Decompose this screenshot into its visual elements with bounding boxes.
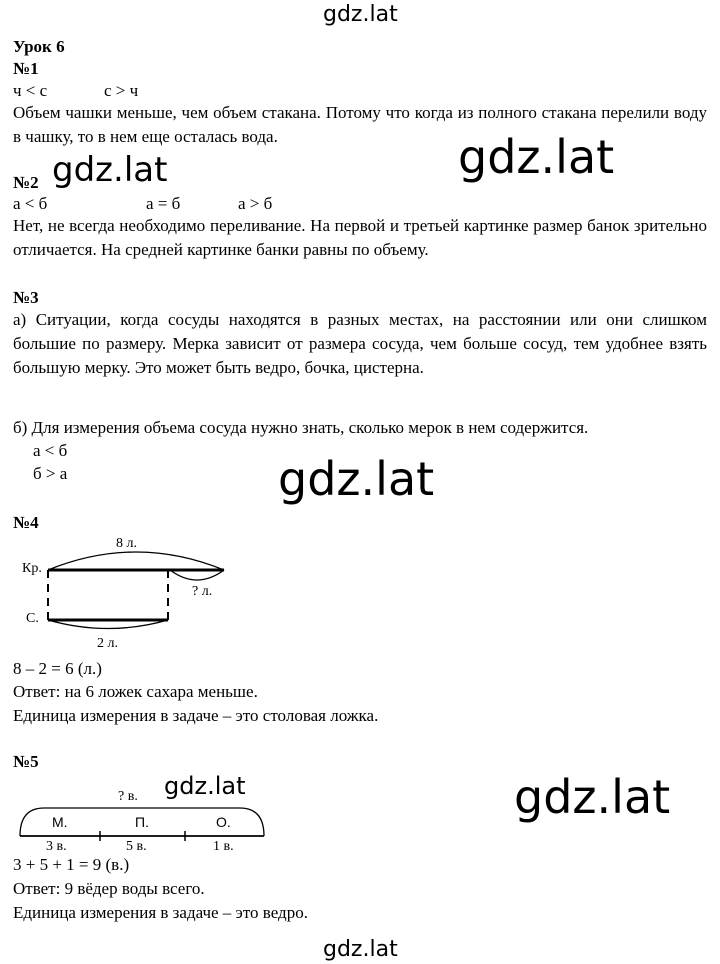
watermark-right-1: gdz.lat — [458, 130, 615, 184]
task5-segment-name-2: П. — [135, 814, 149, 830]
task4-diff-label: ? л. — [192, 584, 213, 599]
watermark-diagram5: gdz.lat — [164, 772, 246, 800]
task5-segment-value-1: 3 в. — [46, 839, 67, 854]
watermark-top: gdz.lat — [323, 2, 398, 27]
task1-text: Объем чашки меньше, чем объем стакана. Потому что когда из полного стакана перелили воду в чашку, то в нем еще осталась вода. — [13, 103, 707, 146]
task4-heading: №4 — [13, 513, 39, 532]
task5-segment-name-3: О. — [216, 814, 231, 830]
task4-row1-label: Кр. — [22, 561, 42, 576]
watermark-bottom: gdz.lat — [323, 937, 398, 962]
task1-comparison-2: с > ч — [104, 81, 139, 100]
task5-unit: Единица измерения в задаче – это ведро. — [13, 903, 308, 922]
task2-comparison-1: а < б — [13, 194, 48, 213]
task4-bottom-label: 2 л. — [97, 636, 118, 651]
task1-heading: №1 — [13, 59, 39, 78]
task4-top-label: 8 л. — [116, 536, 137, 551]
task5-heading: №5 — [13, 752, 39, 771]
task5-segment-value-3: 1 в. — [213, 839, 234, 854]
task4-equation: 8 – 2 = 6 (л.) — [13, 659, 102, 678]
task2-heading: №2 — [13, 173, 39, 192]
task5-total-label: ? в. — [118, 789, 138, 804]
watermark-left: gdz.lat — [52, 150, 168, 190]
task5-answer: Ответ: 9 вёдер воды всего. — [13, 879, 205, 898]
task5-segment-name-1: М. — [52, 814, 68, 830]
task2-comparison-3: а > б — [238, 194, 273, 213]
task2-text: Нет, не всегда необходимо переливание. На первой и третьей картинке размер банок зрительно отличается. На средней картинке банки равны по объему. — [13, 216, 707, 259]
task5-segment-value-2: 5 в. — [126, 839, 147, 854]
watermark-right-2: gdz.lat — [514, 770, 671, 824]
task4-unit: Единица измерения в задаче – это столовая ложка. — [13, 706, 379, 725]
task4-answer: Ответ: на 6 ложек сахара меньше. — [13, 682, 258, 701]
task3-comparison-1: а < б — [33, 441, 68, 460]
task4-row2-label: С. — [26, 611, 39, 626]
task3-heading: №3 — [13, 288, 39, 307]
task3-text-a: а) Ситуации, когда сосуды находятся в разных местах, на расстоянии или они слишком большие по размеру. Мерка зависит от размера сосуда, чем больше сосуд, тем удобнее взять большую мерку. Это может быть ведро, бочка, цистерна. — [13, 310, 707, 377]
watermark-middle: gdz.lat — [278, 452, 435, 506]
task5-equation: 3 + 5 + 1 = 9 (в.) — [13, 855, 130, 874]
task1-comparison-1: ч < с — [13, 81, 48, 100]
task3-text-b: б) Для измерения объема сосуда нужно знать, сколько мерок в нем содержится. — [13, 418, 589, 437]
task3-comparison-2: б > а — [33, 464, 68, 483]
total-arc — [48, 552, 224, 570]
lesson-title: Урок 6 — [13, 37, 65, 56]
task2-comparison-2: а = б — [146, 194, 181, 213]
